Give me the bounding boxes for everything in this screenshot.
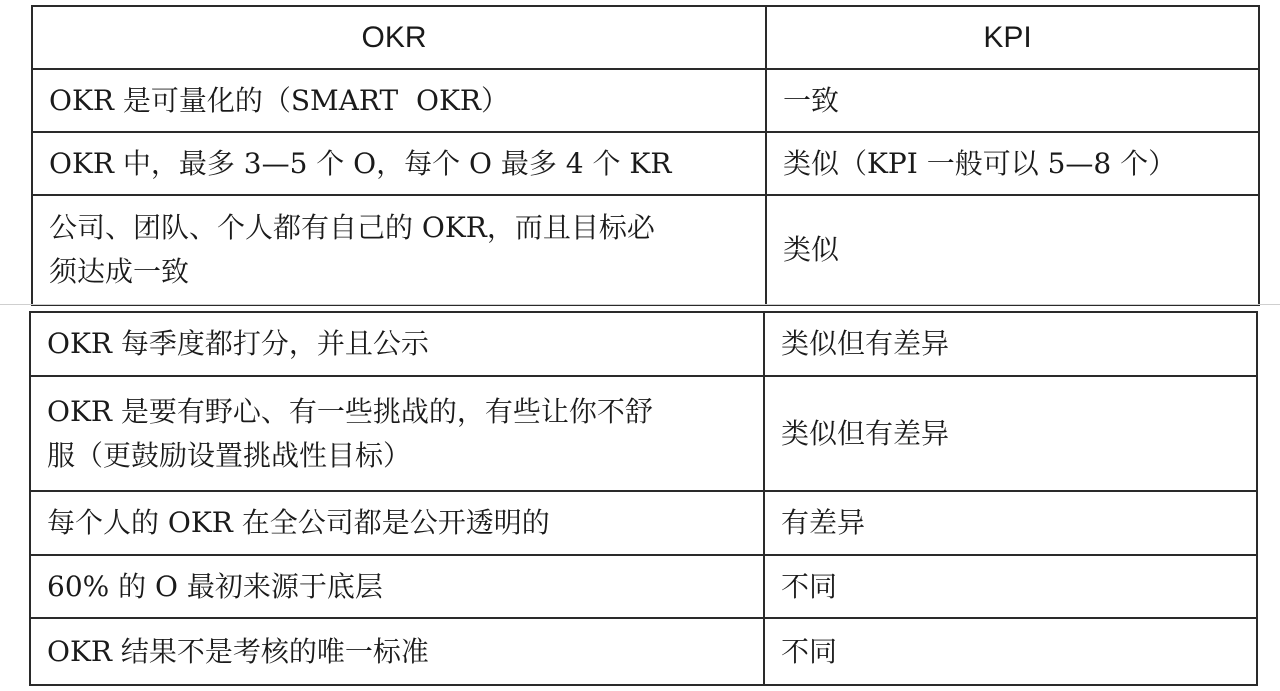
kpi-cell: 类似 (783, 233, 840, 266)
kpi-cell: 类似但有差异 (781, 327, 950, 360)
table-row (33, 196, 1258, 304)
okr-cell: OKR 中，最多 3—5 个 O，每个 O 最多 4 个 KR (33, 133, 767, 194)
table-row (31, 556, 1256, 619)
kpi-cell: 不同 (781, 634, 838, 668)
table-row (33, 70, 1258, 133)
table-header-row (33, 7, 1258, 70)
table-row (31, 313, 1256, 377)
kpi-cell: 类似但有差异 (781, 416, 950, 450)
kpi-cell: 类似（KPI 一般可以 5—8 个） (783, 146, 1177, 180)
kpi-cell: 有差异 (781, 506, 866, 539)
table-row (33, 133, 1258, 196)
okr-cell: OKR 是可量化的（SMART OKR） (33, 70, 767, 131)
okr-cell: 每个人的 OKR 在全公司都是公开透明的 (31, 492, 765, 554)
table-row (31, 377, 1256, 492)
header-kpi: KPI (983, 20, 1032, 54)
okr-cell: OKR 是要有野心、有一些挑战的，有些让你不舒 服（更鼓励设置挑战性目标） (31, 377, 765, 490)
page-break-line (0, 304, 1280, 305)
okr-cell: 60% 的 O 最初来源于底层 (31, 556, 765, 617)
table-row (31, 619, 1256, 684)
okr-cell: OKR 每季度都打分，并且公示 (31, 313, 765, 375)
kpi-cell: 一致 (783, 83, 840, 117)
okr-cell: 公司、团队、个人都有自己的 OKR，而且目标必 须达成一致 (33, 196, 767, 304)
okr-cell: OKR 结果不是考核的唯一标准 (31, 619, 765, 684)
table-row (31, 492, 1256, 556)
comparison-table-part-1 (31, 5, 1260, 306)
kpi-cell: 不同 (781, 569, 838, 603)
header-okr: OKR (33, 7, 767, 68)
comparison-table-part-2 (29, 311, 1258, 686)
